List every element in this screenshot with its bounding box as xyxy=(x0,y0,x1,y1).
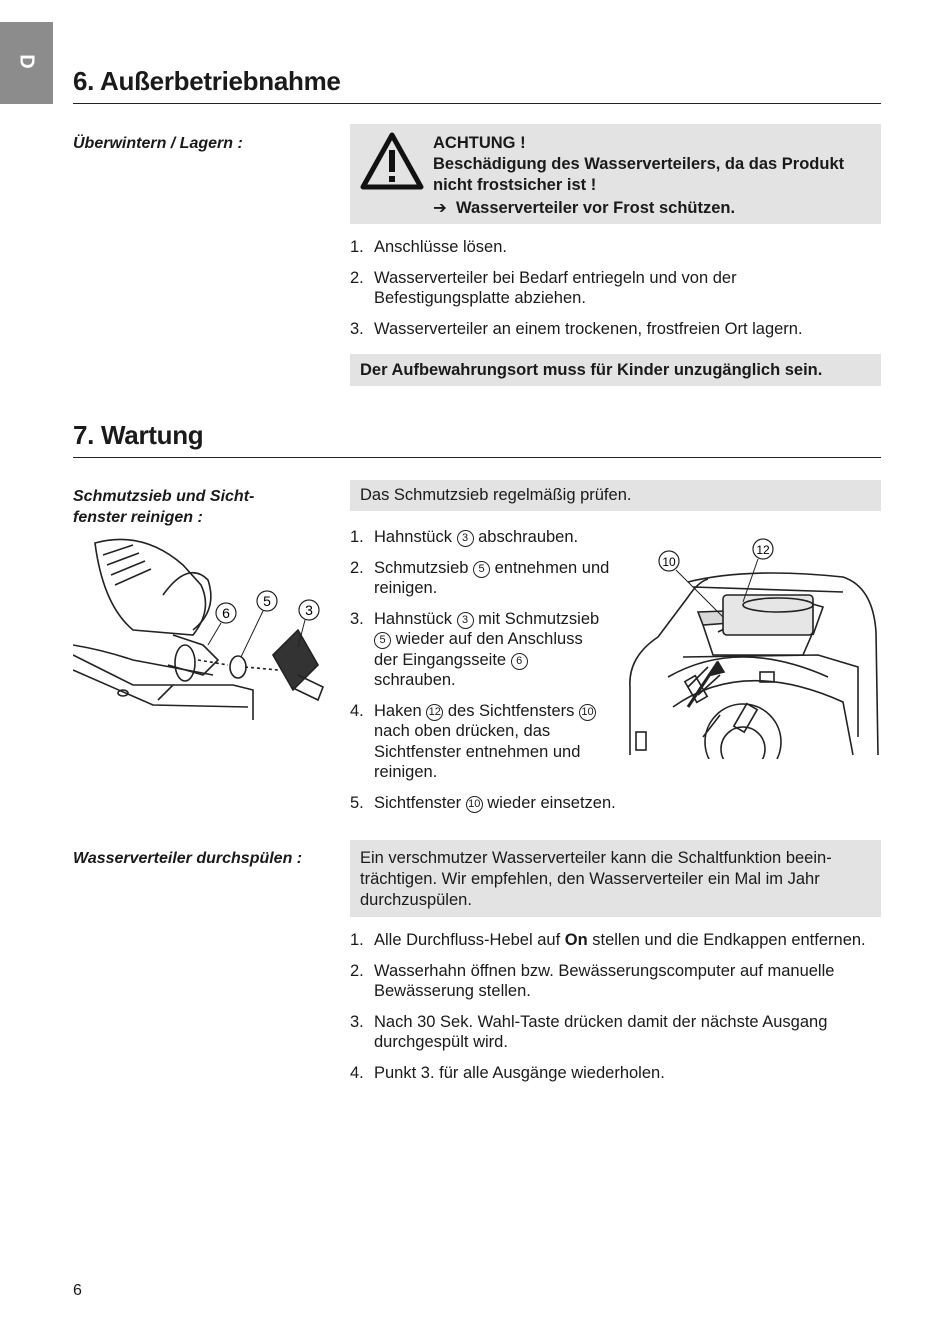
arrow-icon: ➔ xyxy=(433,199,447,217)
warning-icon xyxy=(360,132,424,190)
svg-text:12: 12 xyxy=(756,543,770,557)
warning-action: Wasserverteiler vor Frost schützen. xyxy=(456,199,736,217)
ref-circle: 5 xyxy=(473,561,490,578)
storage-note: Der Aufbewahrungsort muss für Kinder unzugänglich sein. xyxy=(350,354,881,386)
language-tab-label: D xyxy=(15,54,38,69)
list-item: 1. Hahnstück 3 abschrauben. xyxy=(350,528,579,546)
callout-10 xyxy=(659,551,679,571)
wintering-label: Überwintern / Lagern : xyxy=(73,135,243,152)
ref-circle: 12 xyxy=(426,704,443,721)
list-item: 2. Schmutzsieb 5 entnehmen und reinigen. xyxy=(350,558,610,597)
list-item: 1. Alle Durchfluss-Hebel auf On stellen und die Endkappen entfernen. xyxy=(350,931,866,949)
section-6-rule xyxy=(73,103,881,104)
svg-text:10: 10 xyxy=(662,555,676,569)
list-item: 3. Hahnstück 3 mit Schmutzsieb 5 wieder auf den Anschluss der Eingangsseite 6 schrauben. xyxy=(350,609,600,689)
warning-text: Beschädigung des Wasserverteilers, da das Produkt nicht frostsicher ist ! xyxy=(433,155,845,194)
ref-circle: 3 xyxy=(457,612,474,629)
section-7-title: 7. Wartung xyxy=(73,420,204,450)
list-item: 5. Sichtfenster 10 wieder einsetzen. xyxy=(350,793,616,812)
ref-circle: 10 xyxy=(579,704,596,721)
list-item: 3. Nach 30 Sek. Wahl-Taste drücken damit der nächste Ausgang durchgespült wird. xyxy=(350,1012,828,1051)
distributor-figure xyxy=(628,537,881,759)
list-item: 4. Haken 12 des Sichtfensters 10 nach oben drücken, das Sichtfenster entnehmen und reinigen. xyxy=(350,701,629,783)
flush-note: Ein verschmutzer Wasserverteiler kann die Schaltfunktion beeinträchtigen. Wir empfehlen, den Wasserverteiler ein Mal im Jahr durchzuspülen. xyxy=(350,840,881,917)
callout-12 xyxy=(753,539,773,559)
callout-6 xyxy=(216,603,236,623)
warning-heading: ACHTUNG ! xyxy=(433,134,526,152)
svg-text:5: 5 xyxy=(263,593,271,609)
section-7-rule xyxy=(73,457,881,458)
callout-3 xyxy=(299,600,319,620)
ref-circle: 10 xyxy=(466,796,483,813)
strainer-figure xyxy=(73,535,328,720)
maintenance-steps xyxy=(350,527,630,823)
page-number: 6 xyxy=(73,1282,82,1299)
ref-circle: 6 xyxy=(511,653,528,670)
ref-circle: 3 xyxy=(457,530,474,547)
list-item: 2. Wasserverteiler bei Bedarf entriegeln und von der Befestigungsplatte abziehen. xyxy=(350,268,737,307)
section-6-title: 6. Außerbetriebnahme xyxy=(73,66,341,96)
svg-text:3: 3 xyxy=(305,602,313,618)
flush-label: Wasserverteiler durchspülen : xyxy=(73,850,303,867)
storage-steps xyxy=(350,237,870,349)
language-tab xyxy=(0,22,53,104)
list-item: 4. Punkt 3. für alle Ausgänge wiederholen. xyxy=(350,1063,665,1082)
flush-steps xyxy=(350,930,875,1093)
strainer-label: Schmutzsieb und Sicht- fenster reinigen : xyxy=(73,488,255,526)
list-item: 2. Wasserhahn öffnen bzw. Bewässerungscomputer auf manuelle Bewässerung stellen. xyxy=(350,961,835,1000)
list-item: 3. Wasserverteiler an einem trockenen, frostfreien Ort lagern. xyxy=(350,319,803,338)
strainer-intro: Das Schmutzsieb regelmäßig prüfen. xyxy=(350,480,881,511)
warning-box xyxy=(350,124,881,224)
ref-circle: 5 xyxy=(374,632,391,649)
list-item: 1. Anschlüsse lösen. xyxy=(350,238,507,256)
svg-text:6: 6 xyxy=(222,605,230,621)
callout-5 xyxy=(257,591,277,611)
